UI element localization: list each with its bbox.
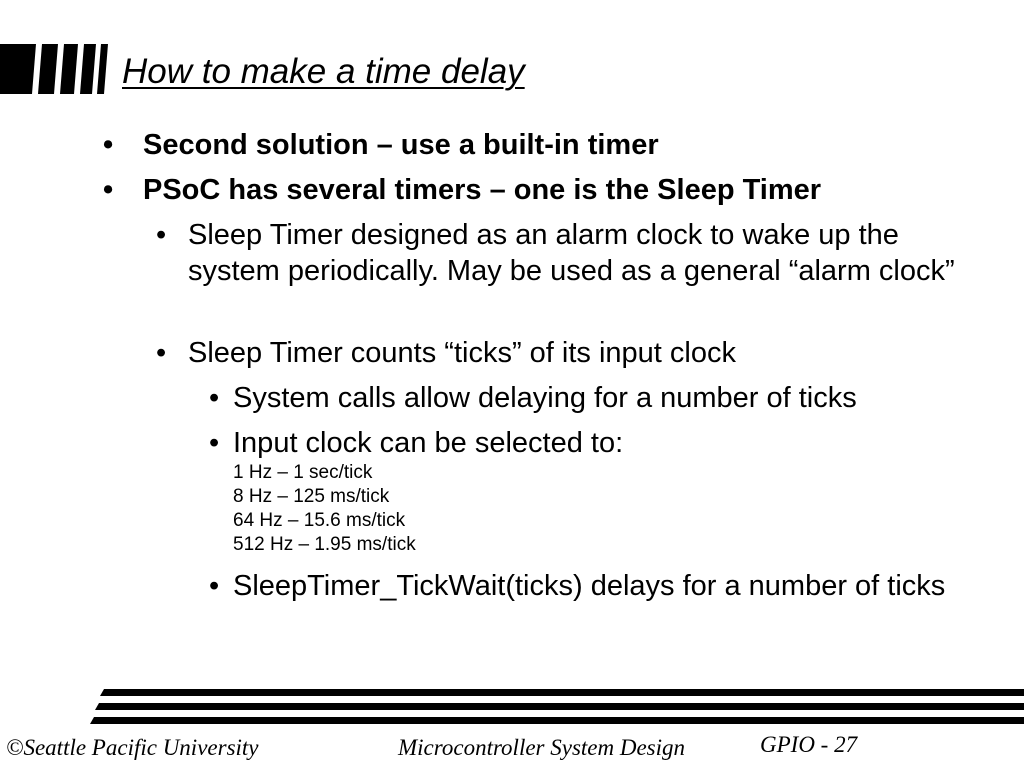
- bullet-dot-icon: •: [103, 174, 114, 206]
- deco-bar-5: [97, 44, 108, 94]
- clock-option-8hz: 8 Hz – 125 ms/tick: [233, 486, 390, 507]
- bullet-dot-icon: •: [209, 382, 220, 414]
- bullet-dot-icon: •: [103, 129, 114, 161]
- deco-bar-4: [80, 44, 96, 94]
- footer-copyright: ©Seattle Pacific University: [6, 735, 259, 760]
- bullet-input-clock: [209, 425, 1009, 557]
- clock-option-64hz: 64 Hz – 15.6 ms/tick: [233, 510, 406, 531]
- bullet-text: System calls allow delaying for a number of ticks: [233, 382, 857, 414]
- footer-course-title: Microcontroller System Design: [398, 735, 686, 760]
- deco-bar-3: [60, 44, 78, 94]
- title-decoration-bars: [0, 44, 110, 94]
- bullet-psoc-timers: [103, 172, 983, 208]
- bullet-dot-icon: •: [156, 219, 167, 251]
- deco-bar-2: [38, 44, 58, 94]
- bullet-tickwait: [209, 568, 1009, 604]
- footer-rule-1: [100, 689, 1024, 696]
- bullet-text: Second solution – use a built-in timer: [143, 129, 659, 161]
- bullet-sleep-timer-ticks: [156, 335, 996, 371]
- clock-option-1hz: 1 Hz – 1 sec/tick: [233, 462, 373, 483]
- bullet-text: Sleep Timer counts “ticks” of its input clock: [188, 337, 736, 369]
- bullet-text: Sleep Timer designed as an alarm clock to wake up the system periodically. May be used as a general “alarm clock”: [188, 219, 955, 287]
- footer-rules: [0, 688, 1024, 728]
- bullet-system-calls: [209, 380, 1009, 416]
- deco-bar-1: [0, 44, 36, 94]
- bullet-text: SleepTimer_TickWait(ticks) delays for a number of ticks: [233, 570, 946, 602]
- footer-rule-3: [90, 717, 1024, 724]
- footer-slide-number: GPIO - 27: [760, 732, 858, 757]
- footer-rule-2: [95, 703, 1024, 710]
- bullet-text-group: [233, 425, 1009, 557]
- bullet-sleep-timer-alarm: [156, 217, 956, 289]
- clock-option-512hz: 512 Hz – 1.95 ms/tick: [233, 534, 416, 555]
- bullet-dot-icon: •: [209, 427, 220, 459]
- bullet-dot-icon: •: [156, 337, 167, 369]
- bullet-second-solution: [103, 127, 983, 163]
- bullet-text: Input clock can be selected to:: [233, 427, 624, 459]
- slide-title: How to make a time delay: [122, 52, 525, 91]
- bullet-text: PSoC has several timers – one is the Sleep Timer: [143, 174, 822, 206]
- bullet-dot-icon: •: [209, 570, 220, 602]
